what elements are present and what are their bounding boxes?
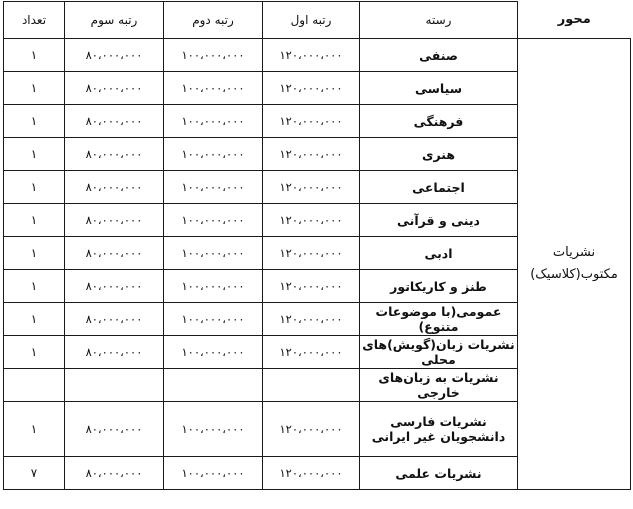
rank2-cell: ۱۰۰،۰۰۰،۰۰۰ <box>164 72 263 105</box>
rank2-cell: ۱۰۰،۰۰۰،۰۰۰ <box>164 402 263 457</box>
rank1-cell: ۱۲۰،۰۰۰،۰۰۰ <box>263 39 360 72</box>
rank2-cell: ۱۰۰،۰۰۰،۰۰۰ <box>164 457 263 490</box>
rank2-cell: ۱۰۰،۰۰۰،۰۰۰ <box>164 138 263 171</box>
category-cell: دینی و قرآنی <box>360 204 518 237</box>
header-rank3: رتبه سوم <box>65 2 164 39</box>
rank3-cell: ۸۰،۰۰۰،۰۰۰ <box>65 237 164 270</box>
prize-table-container <box>3 1 630 490</box>
table-row <box>4 39 631 72</box>
category-cell: نشریات زبان(گویش)های محلی <box>360 336 518 369</box>
rank1-cell: ۱۲۰،۰۰۰،۰۰۰ <box>263 336 360 369</box>
category-cell: نشریات علمی <box>360 457 518 490</box>
category-cell: طنز و کاریکاتور <box>360 270 518 303</box>
category-cell: عمومی(با موضوعات متنوع) <box>360 303 518 336</box>
rank2-cell: ۱۰۰،۰۰۰،۰۰۰ <box>164 171 263 204</box>
header-count: تعداد <box>4 2 65 39</box>
rank1-cell: ۱۲۰،۰۰۰،۰۰۰ <box>263 457 360 490</box>
count-cell: ۱ <box>4 171 65 204</box>
prize-table <box>3 1 631 490</box>
rank3-cell: ۸۰،۰۰۰،۰۰۰ <box>65 39 164 72</box>
rank1-cell: ۱۲۰،۰۰۰،۰۰۰ <box>263 270 360 303</box>
count-cell: ۱ <box>4 237 65 270</box>
rank2-cell: ۱۰۰،۰۰۰،۰۰۰ <box>164 237 263 270</box>
count-cell <box>4 369 65 402</box>
rank2-cell: ۱۰۰،۰۰۰،۰۰۰ <box>164 270 263 303</box>
rank2-cell: ۱۰۰،۰۰۰،۰۰۰ <box>164 303 263 336</box>
rank1-cell: ۱۲۰،۰۰۰،۰۰۰ <box>263 171 360 204</box>
rank3-cell: ۸۰،۰۰۰،۰۰۰ <box>65 402 164 457</box>
rank3-cell: ۸۰،۰۰۰،۰۰۰ <box>65 457 164 490</box>
rank3-cell: ۸۰،۰۰۰،۰۰۰ <box>65 303 164 336</box>
rank1-cell: ۱۲۰،۰۰۰،۰۰۰ <box>263 303 360 336</box>
category-cell: نشریات فارسی دانشجویان غیر ایرانی <box>360 402 518 457</box>
count-cell: ۱ <box>4 303 65 336</box>
count-cell: ۱ <box>4 270 65 303</box>
category-cell: فرهنگی <box>360 105 518 138</box>
axis-cell: نشریات مکتوب(کلاسیک) <box>518 39 631 490</box>
header-category: رسته <box>360 2 518 39</box>
header-rank2: رتبه دوم <box>164 2 263 39</box>
count-cell: ۱ <box>4 72 65 105</box>
rank1-cell: ۱۲۰،۰۰۰،۰۰۰ <box>263 237 360 270</box>
count-cell: ۱ <box>4 138 65 171</box>
count-cell: ۱ <box>4 204 65 237</box>
rank1-cell: ۱۲۰،۰۰۰،۰۰۰ <box>263 204 360 237</box>
category-cell: صنفی <box>360 39 518 72</box>
count-cell: ۱ <box>4 39 65 72</box>
rank3-cell: ۸۰،۰۰۰،۰۰۰ <box>65 270 164 303</box>
rank1-cell: ۱۲۰،۰۰۰،۰۰۰ <box>263 402 360 457</box>
rank2-cell: ۱۰۰،۰۰۰،۰۰۰ <box>164 204 263 237</box>
rank2-cell <box>164 369 263 402</box>
rank1-cell: ۱۲۰،۰۰۰،۰۰۰ <box>263 72 360 105</box>
count-cell: ۱ <box>4 336 65 369</box>
rank1-cell: ۱۲۰،۰۰۰،۰۰۰ <box>263 105 360 138</box>
rank1-cell <box>263 369 360 402</box>
rank2-cell: ۱۰۰،۰۰۰،۰۰۰ <box>164 336 263 369</box>
rank3-cell: ۸۰،۰۰۰،۰۰۰ <box>65 72 164 105</box>
category-cell: سیاسی <box>360 72 518 105</box>
count-cell: ۱ <box>4 402 65 457</box>
category-cell: ادبی <box>360 237 518 270</box>
rank2-cell: ۱۰۰،۰۰۰،۰۰۰ <box>164 105 263 138</box>
header-axis: محور <box>518 2 631 39</box>
rank3-cell: ۸۰،۰۰۰،۰۰۰ <box>65 138 164 171</box>
category-cell: هنری <box>360 138 518 171</box>
rank3-cell: ۸۰،۰۰۰،۰۰۰ <box>65 204 164 237</box>
category-cell: اجتماعی <box>360 171 518 204</box>
header-rank1: رتبه اول <box>263 2 360 39</box>
rank3-cell: ۸۰،۰۰۰،۰۰۰ <box>65 171 164 204</box>
rank3-cell <box>65 369 164 402</box>
header-row <box>4 2 631 39</box>
rank3-cell: ۸۰،۰۰۰،۰۰۰ <box>65 105 164 138</box>
count-cell: ۷ <box>4 457 65 490</box>
category-cell: نشریات به زبان‌های خارجی <box>360 369 518 402</box>
rank3-cell: ۸۰،۰۰۰،۰۰۰ <box>65 336 164 369</box>
rank1-cell: ۱۲۰،۰۰۰،۰۰۰ <box>263 138 360 171</box>
rank2-cell: ۱۰۰،۰۰۰،۰۰۰ <box>164 39 263 72</box>
count-cell: ۱ <box>4 105 65 138</box>
